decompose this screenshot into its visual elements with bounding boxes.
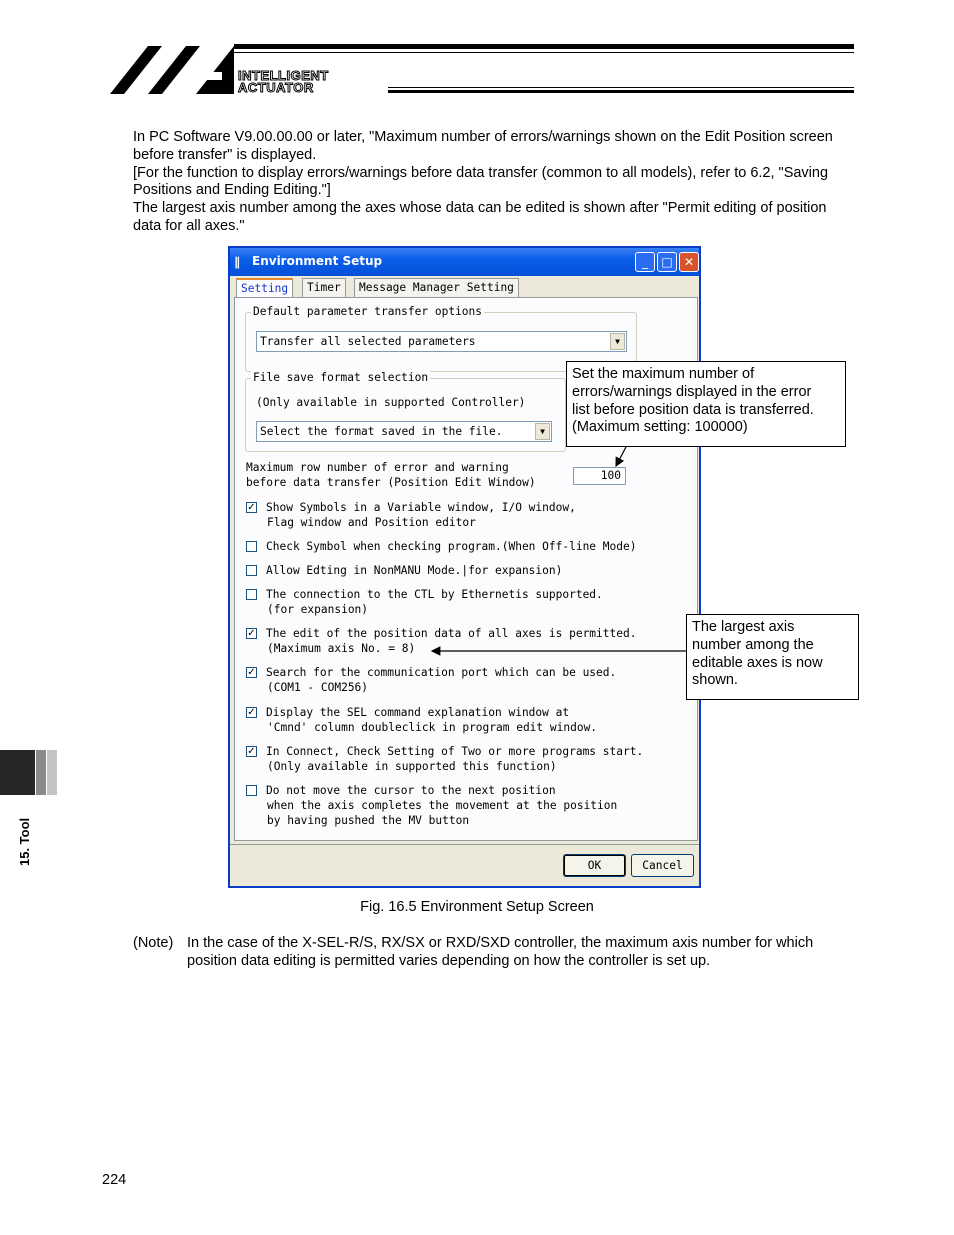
- side-tab-block-light: [47, 750, 57, 795]
- max-error-count-input[interactable]: 100: [573, 467, 626, 485]
- option-label-9-line-3: by having pushed the MV button: [267, 814, 470, 827]
- option-label-5-line-2: (Maximum axis No. = 8): [267, 642, 416, 655]
- option-checkbox-1[interactable]: ✓: [247, 502, 256, 513]
- option-label-9-line-2: when the axis completes the movement at the position: [267, 799, 618, 812]
- intro-paragraph-3: The largest axis number among the axes whose data can be edited is shown after "Permit editing of position data for all axes.": [133, 200, 827, 234]
- file-format-value: Select the format saved in the file.: [260, 425, 503, 438]
- chapter-side-tab: [0, 750, 57, 795]
- chapter-side-label-text: 15. Tool: [17, 817, 32, 866]
- callout-max-errors-line-3: list before position data is transferred.: [572, 401, 814, 418]
- option-label-1-line-1: Show Symbols in a Variable window, I/O window,: [266, 501, 576, 514]
- option-checkbox-5[interactable]: ✓: [247, 628, 256, 639]
- tab-setting[interactable]: Setting: [236, 278, 293, 298]
- ok-button[interactable]: OK: [563, 854, 626, 877]
- intro-paragraph-1: In PC Software V9.00.00.00 or later, "Maximum number of errors/warnings shown on the Edit Position screen before transfer" is displayed.: [133, 129, 833, 163]
- callout-max-errors-line-2: errors/warnings displayed in the error: [572, 383, 812, 400]
- app-icon: ∥: [234, 255, 240, 269]
- chevron-down-icon[interactable]: ▼: [535, 423, 550, 440]
- side-tab-block-dark: [0, 750, 35, 795]
- option-checkbox-7[interactable]: ✓: [247, 707, 256, 718]
- window-title: Environment Setup: [252, 254, 383, 268]
- option-checkbox-6[interactable]: ✓: [247, 667, 256, 678]
- cancel-button[interactable]: Cancel: [631, 854, 694, 877]
- default-parameter-transfer-label: Default parameter transfer options: [253, 305, 483, 318]
- chapter-side-label: [15, 808, 35, 868]
- option-label-3-line-1: Allow Edting in NonMANU Mode.|for expansion): [266, 564, 563, 577]
- option-label-6-line-2: (COM1 - COM256): [267, 681, 369, 694]
- option-label-7-line-1: Display the SEL command explanation window at: [266, 706, 570, 719]
- tab-timer[interactable]: Timer: [302, 278, 346, 297]
- option-label-1-line-2: Flag window and Position editor: [267, 516, 476, 529]
- option-label-4-line-1: The connection to the CTL by Ethernetis supported.: [266, 588, 603, 601]
- note-text: In the case of the X-SEL-R/S, RX/SX or RXD/SXD controller, the maximum axis number for which position data editing is permitted varies depending on how the controller is set up.: [187, 935, 814, 969]
- callout-max-axis-line-3: editable axes is now: [692, 654, 823, 671]
- callout-max-errors-line-4: (Maximum setting: 100000): [572, 419, 748, 436]
- logo-line-actuator: ACTUATOR: [238, 80, 314, 95]
- option-label-8-line-2: (Only available in supported this function): [267, 760, 557, 773]
- tab-message-manager-setting[interactable]: Message Manager Setting: [354, 278, 519, 297]
- side-tab-block-mid: [36, 750, 46, 795]
- page-number: 224: [102, 1172, 127, 1188]
- logo-line-intelligent: INTELLIGENT: [238, 68, 329, 83]
- file-save-format-note: (Only available in supported Controller): [256, 396, 526, 409]
- option-label-6-line-1: Search for the communication port which can be used.: [266, 666, 617, 679]
- chevron-down-icon[interactable]: ▼: [610, 333, 625, 350]
- maximize-icon: □: [661, 255, 673, 269]
- callout-max-errors-line-1: Set the maximum number of: [572, 366, 755, 382]
- close-icon: ✕: [683, 255, 695, 269]
- minimize-icon: _: [642, 255, 648, 269]
- parameter-transfer-value: Transfer all selected parameters: [260, 335, 476, 348]
- note-label: (Note): [133, 935, 174, 951]
- max-row-label-line-1: Maximum row number of error and warning: [246, 461, 509, 474]
- callout-max-axis-line-1: The largest axis: [692, 619, 795, 635]
- option-label-4-line-2: (for expansion): [267, 603, 369, 616]
- file-save-format-label: File save format selection: [253, 371, 429, 384]
- option-checkbox-8[interactable]: ✓: [247, 746, 256, 757]
- figure-caption: Fig. 16.5 Environment Setup Screen: [360, 899, 594, 915]
- callout-max-axis-line-4: shown.: [692, 672, 738, 689]
- option-label-9-line-1: Do not move the cursor to the next position: [266, 784, 556, 797]
- option-label-8-line-1: In Connect, Check Setting of Two or more programs start.: [266, 745, 644, 758]
- max-row-label-line-2: before data transfer (Position Edit Window): [246, 476, 536, 489]
- arrow-to-max-errors-icon: [616, 447, 626, 466]
- intro-paragraph-2: [For the function to display errors/warnings before data transfer (common to all models), refer to 6.2, "Saving Positions and Ending Editing."]: [133, 164, 829, 199]
- callout-max-axis-line-2: number among the: [692, 636, 814, 653]
- option-label-5-line-1: The edit of the position data of all axes is permitted.: [266, 627, 637, 640]
- option-label-7-line-2: 'Cmnd' column doubleclick in program edit window.: [267, 721, 598, 734]
- option-label-2-line-1: Check Symbol when checking program.(When Off-line Mode): [266, 540, 637, 553]
